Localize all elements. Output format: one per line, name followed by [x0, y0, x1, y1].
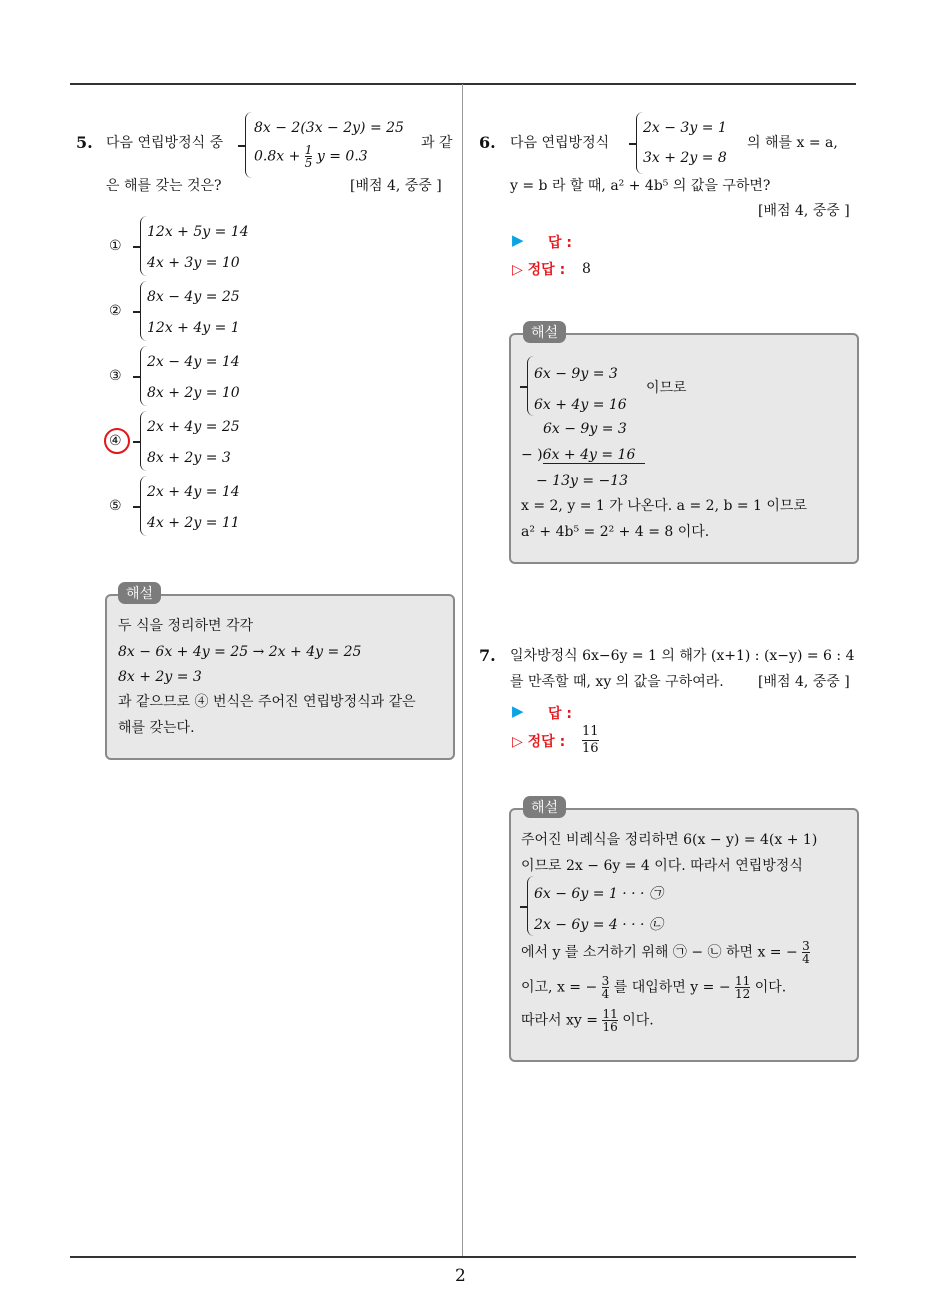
option-eq2: 12x + 4y = 1	[147, 320, 240, 336]
q6-solution-line-1: x = 2, y = 1 가 나온다. a = 2, b = 1 이므로	[521, 498, 807, 514]
q7-line2: 를 만족할 때, xy 의 값을 구하여라.	[510, 674, 724, 690]
q5-solution-line-1: 두 식을 정리하면 각각	[118, 618, 254, 634]
q5-option-5[interactable]	[106, 476, 306, 538]
q5-solution-line-2: 8x − 6x + 4y = 25 → 2x + 4y = 25	[118, 644, 362, 660]
option-eq1: 12x + 5y = 14	[147, 224, 249, 240]
correct-fraction: $\frac{11}{16}$	[582, 724, 599, 756]
q6-correct-answer	[512, 258, 672, 280]
q6-answer-field[interactable]	[512, 230, 632, 252]
page-number: 2	[455, 1266, 466, 1286]
q6-number: 6.	[479, 133, 496, 152]
correct-label: ▷ 정답 :	[512, 262, 566, 278]
q7-solution-eq1: 6x − 6y = 1 · · · ㉠	[534, 886, 663, 902]
q7-answer-field[interactable]	[512, 701, 632, 723]
q5-option-2[interactable]	[106, 281, 306, 343]
option-eq1: 2x + 4y = 14	[147, 484, 240, 500]
q7-number: 7.	[479, 646, 496, 665]
q7-solution-line-1: 주어진 비례식을 정리하면 6(x − y) = 4(x + 1)	[521, 832, 818, 848]
option-brace	[140, 411, 147, 471]
option-brace	[140, 346, 147, 406]
q6-system-brace	[636, 112, 643, 174]
column-divider	[462, 84, 463, 1256]
q6-system-eq2: 3x + 2y = 8	[643, 150, 727, 166]
q5-line2: 은 해를 갖는 것은?	[106, 178, 222, 194]
q7-solution-tag: 해설	[523, 796, 566, 818]
q6-lead: 다음 연립방정식	[510, 135, 610, 151]
correct-label: ▷ 정답 :	[512, 734, 566, 750]
option-eq1: 8x − 4y = 25	[147, 289, 240, 305]
q6-line2: y = b 라 할 때, a² + 4b⁵ 의 값을 구하면?	[510, 178, 771, 194]
q6-solution-eq1: 6x − 9y = 3	[534, 366, 618, 382]
q6-calc-line-2: − )6x + 4y = 16	[521, 445, 645, 465]
q5-system-eq2: 0.8x + $\frac{1}{5}$ y = 0.3	[254, 143, 368, 170]
q6-system-eq1: 2x − 3y = 1	[643, 120, 727, 136]
q5-solution-line-3: 8x + 2y = 3	[118, 669, 202, 685]
q5-system-brace	[245, 112, 252, 178]
option-brace	[140, 216, 147, 276]
q5-meta: [배점 4, 중중 ]	[350, 178, 442, 194]
bottom-rule	[70, 1256, 856, 1258]
option-label: ⑤	[109, 498, 122, 514]
option-eq1: 2x − 4y = 14	[147, 354, 240, 370]
play-arrow-icon: ▶	[512, 702, 524, 720]
q5-option-3[interactable]	[106, 346, 306, 408]
q7-solution-eq2: 2x − 6y = 4 · · · ㉡	[534, 917, 663, 933]
option-eq2: 8x + 2y = 10	[147, 385, 240, 401]
q7-correct-answer	[512, 722, 672, 762]
option-label: ④	[109, 433, 122, 449]
q6-solution-brace	[527, 356, 534, 416]
option-label: ②	[109, 303, 122, 319]
option-eq1: 2x + 4y = 25	[147, 419, 240, 435]
option-eq2: 4x + 3y = 10	[147, 255, 240, 271]
q5-option-4[interactable]	[106, 411, 306, 473]
option-brace	[140, 476, 147, 536]
q6-solution-tag: 해설	[523, 321, 566, 343]
q6-solution-tail: 이므로	[646, 380, 687, 396]
option-label: ③	[109, 368, 122, 384]
q6-meta: [배점 4, 중중 ]	[758, 203, 850, 219]
play-arrow-icon: ▶	[512, 231, 524, 249]
q7-meta: [배점 4, 중중 ]	[758, 674, 850, 690]
answer-label: 답 :	[548, 235, 572, 251]
q6-calc-line-3: − 13y = −13	[536, 473, 629, 489]
q7-solution-line-3: 에서 y 를 소거하기 위해 ㉠ − ㉡ 하면 x = − $\frac{3}{4}$	[521, 939, 810, 966]
q5-lead: 다음 연립방정식 중	[106, 135, 224, 151]
option-eq2: 8x + 2y = 3	[147, 450, 231, 466]
answer-label: 답 :	[548, 706, 572, 722]
q7-line1: 일차방정식 6x−6y = 1 의 해가 (x+1) : (x−y) = 6 : 4	[510, 648, 855, 664]
q7-solution-line-2: 이므로 2x − 6y = 4 이다. 따라서 연립방정식	[521, 858, 803, 874]
option-brace	[140, 281, 147, 341]
q5-number: 5.	[76, 133, 93, 152]
q6-lead-tail: 의 해를 x = a,	[747, 135, 838, 151]
q7-solution-brace	[527, 876, 534, 936]
q7-solution-line-5: 따라서 xy = $\frac{11}{16}$ 이다.	[521, 1007, 654, 1034]
q6-solution-eq2: 6x + 4y = 16	[534, 397, 627, 413]
q6-calc-line-1: 6x − 9y = 3	[543, 421, 627, 437]
q5-option-1[interactable]	[106, 216, 306, 278]
q5-solution-line-4: 과 같으므로 ④ 번식은 주어진 연립방정식과 같은	[118, 694, 416, 710]
q5-solution-line-5: 해를 갖는다.	[118, 720, 195, 736]
q5-lead-tail: 과 같	[421, 135, 453, 151]
q5-system-eq1: 8x − 2(3x − 2y) = 25	[254, 120, 404, 136]
top-rule	[70, 83, 856, 85]
option-label: ①	[109, 238, 122, 254]
q5-solution-tag: 해설	[118, 582, 161, 604]
option-eq2: 4x + 2y = 11	[147, 515, 240, 531]
correct-value: 8	[582, 261, 591, 277]
q6-solution-line-2: a² + 4b⁵ = 2² + 4 = 8 이다.	[521, 524, 710, 540]
q7-solution-line-4: 이고, x = − $\frac{3}{4}$ 를 대입하면 y = − $\frac{11}{12}$ 이다.	[521, 974, 787, 1001]
